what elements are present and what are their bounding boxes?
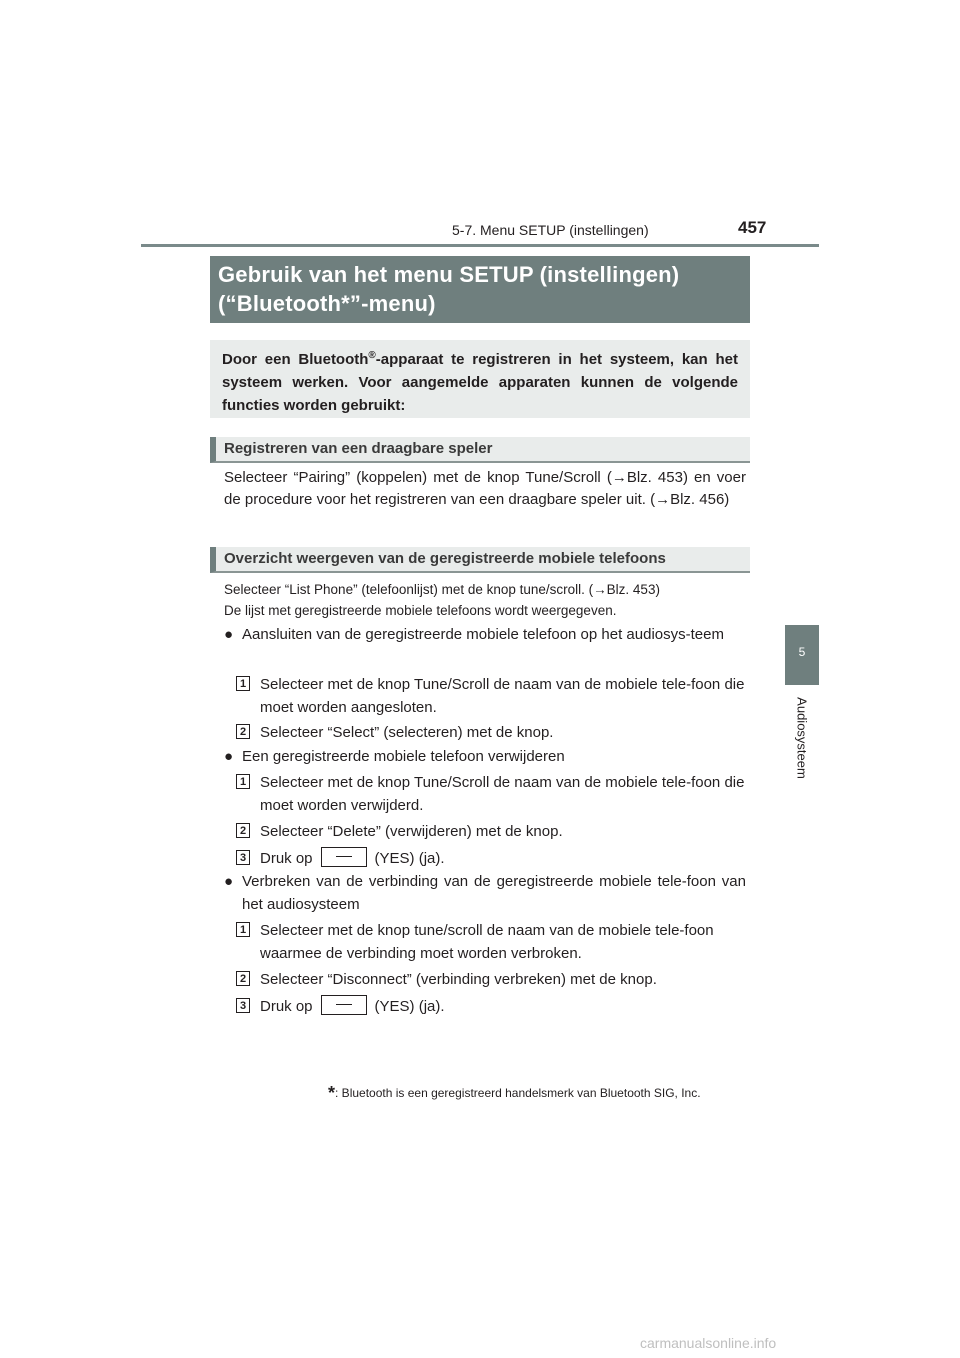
step-number-badge: 3 [236, 998, 250, 1013]
step-text-after: (YES) (ja). [374, 998, 445, 1015]
yes-key-icon [321, 847, 367, 867]
step-number-badge: 2 [236, 823, 250, 838]
bullet-text: Aansluiten van de geregistreerde mobiele telefoon op het audiosys-teem [242, 626, 724, 643]
footnote [328, 1083, 701, 1104]
page-title [210, 256, 750, 323]
section2-line2: De lijst met geregistreerde mobiele telefoons wordt weergegeven. [224, 603, 617, 618]
step-item [236, 995, 746, 1018]
step-item [236, 847, 746, 870]
step-text: Selecteer met de knop Tune/Scroll de naam van de mobiele tele-foon die moet worden verwijderd. [260, 774, 745, 814]
footnote-text: : Bluetooth is een geregistreerd handelsmerk van Bluetooth SIG, Inc. [335, 1086, 701, 1100]
step-text: Selecteer “Disconnect” (verbinding verbreken) met de knop. [260, 971, 657, 988]
bullet-icon: ● [224, 626, 234, 643]
bullet-text: Een geregistreerde mobiele telefoon verwijderen [242, 748, 565, 765]
step-text [236, 847, 746, 870]
step-number-badge: 3 [236, 850, 250, 865]
step-number-badge: 1 [236, 676, 250, 691]
step-number-badge: 2 [236, 971, 250, 986]
step-text: Selecteer “Delete” (verwijderen) met de knop. [260, 823, 563, 840]
header-divider [141, 244, 819, 247]
chapter-number: 5 [798, 645, 806, 659]
section2-line1: Selecteer “List Phone” (telefoonlijst) met de knop tune/scroll. (→Blz. 453) [224, 582, 660, 597]
step-item [236, 919, 746, 965]
step-number-badge: 1 [236, 922, 250, 937]
step-item [236, 771, 746, 817]
step-text-after: (YES) (ja). [374, 850, 445, 867]
intro-text-rest: -apparaat te registreren in het systeem, kan het systeem werken. Voor aangemelde apparaten kunnen de volgende functies worden gebruikt: [222, 351, 738, 414]
page-title-line1: Gebruik van het menu SETUP (instellingen) [218, 262, 680, 287]
footnote-asterisk: * [328, 1083, 336, 1103]
step-number-badge: 1 [236, 774, 250, 789]
intro-box [210, 340, 750, 418]
step-text: Selecteer “Select” (selecteren) met de knop. [260, 724, 554, 741]
step-text-before: Druk op [260, 850, 313, 867]
header-section-title: 5-7. Menu SETUP (instellingen) [452, 222, 649, 238]
yes-key-icon [321, 995, 367, 1015]
bullet-text: Verbreken van de verbinding van de geregistreerde mobiele tele-foon van het audiosysteem [242, 873, 746, 913]
chapter-label: Audiosysteem [794, 697, 810, 779]
step-text: Selecteer met de knop Tune/Scroll de naam van de mobiele tele-foon die moet worden aangesloten. [260, 676, 745, 716]
step-text-before: Druk op [260, 998, 313, 1015]
step-number-badge: 2 [236, 724, 250, 739]
section-heading-phone-list: Overzicht weergeven van de geregistreerde mobiele telefoons [210, 547, 750, 573]
step-item [236, 721, 746, 744]
section-heading-register-player: Registreren van een draagbare speler [210, 437, 750, 463]
step-text: Selecteer met de knop tune/scroll de naam van de mobiele tele-foon waarmee de verbinding moet worden verbroken. [260, 922, 714, 962]
step-item [236, 673, 746, 719]
step-item [236, 820, 746, 843]
step-item [236, 968, 746, 991]
chapter-tab [785, 625, 819, 685]
bullet-delete-phone [224, 745, 746, 768]
step-text [236, 995, 746, 1018]
section1-text: Selecteer “Pairing” (koppelen) met de knop Tune/Scroll (→Blz. 453) en voer de procedure voor het registreren van een draagbare speler uit. (→Blz. 456) [224, 469, 746, 508]
bullet-disconnect-phone [224, 870, 746, 916]
bullet-connect-phone [224, 623, 746, 646]
bullet-icon: ● [224, 748, 234, 765]
intro-text-start: Door een Bluetooth [222, 351, 369, 368]
page-number: 457 [738, 218, 767, 237]
bullet-icon: ● [224, 873, 234, 890]
registered-mark: ® [368, 350, 376, 361]
page-title-line2: (“Bluetooth*”-menu) [218, 291, 436, 316]
watermark: carmanualsonline.info [640, 1335, 777, 1351]
